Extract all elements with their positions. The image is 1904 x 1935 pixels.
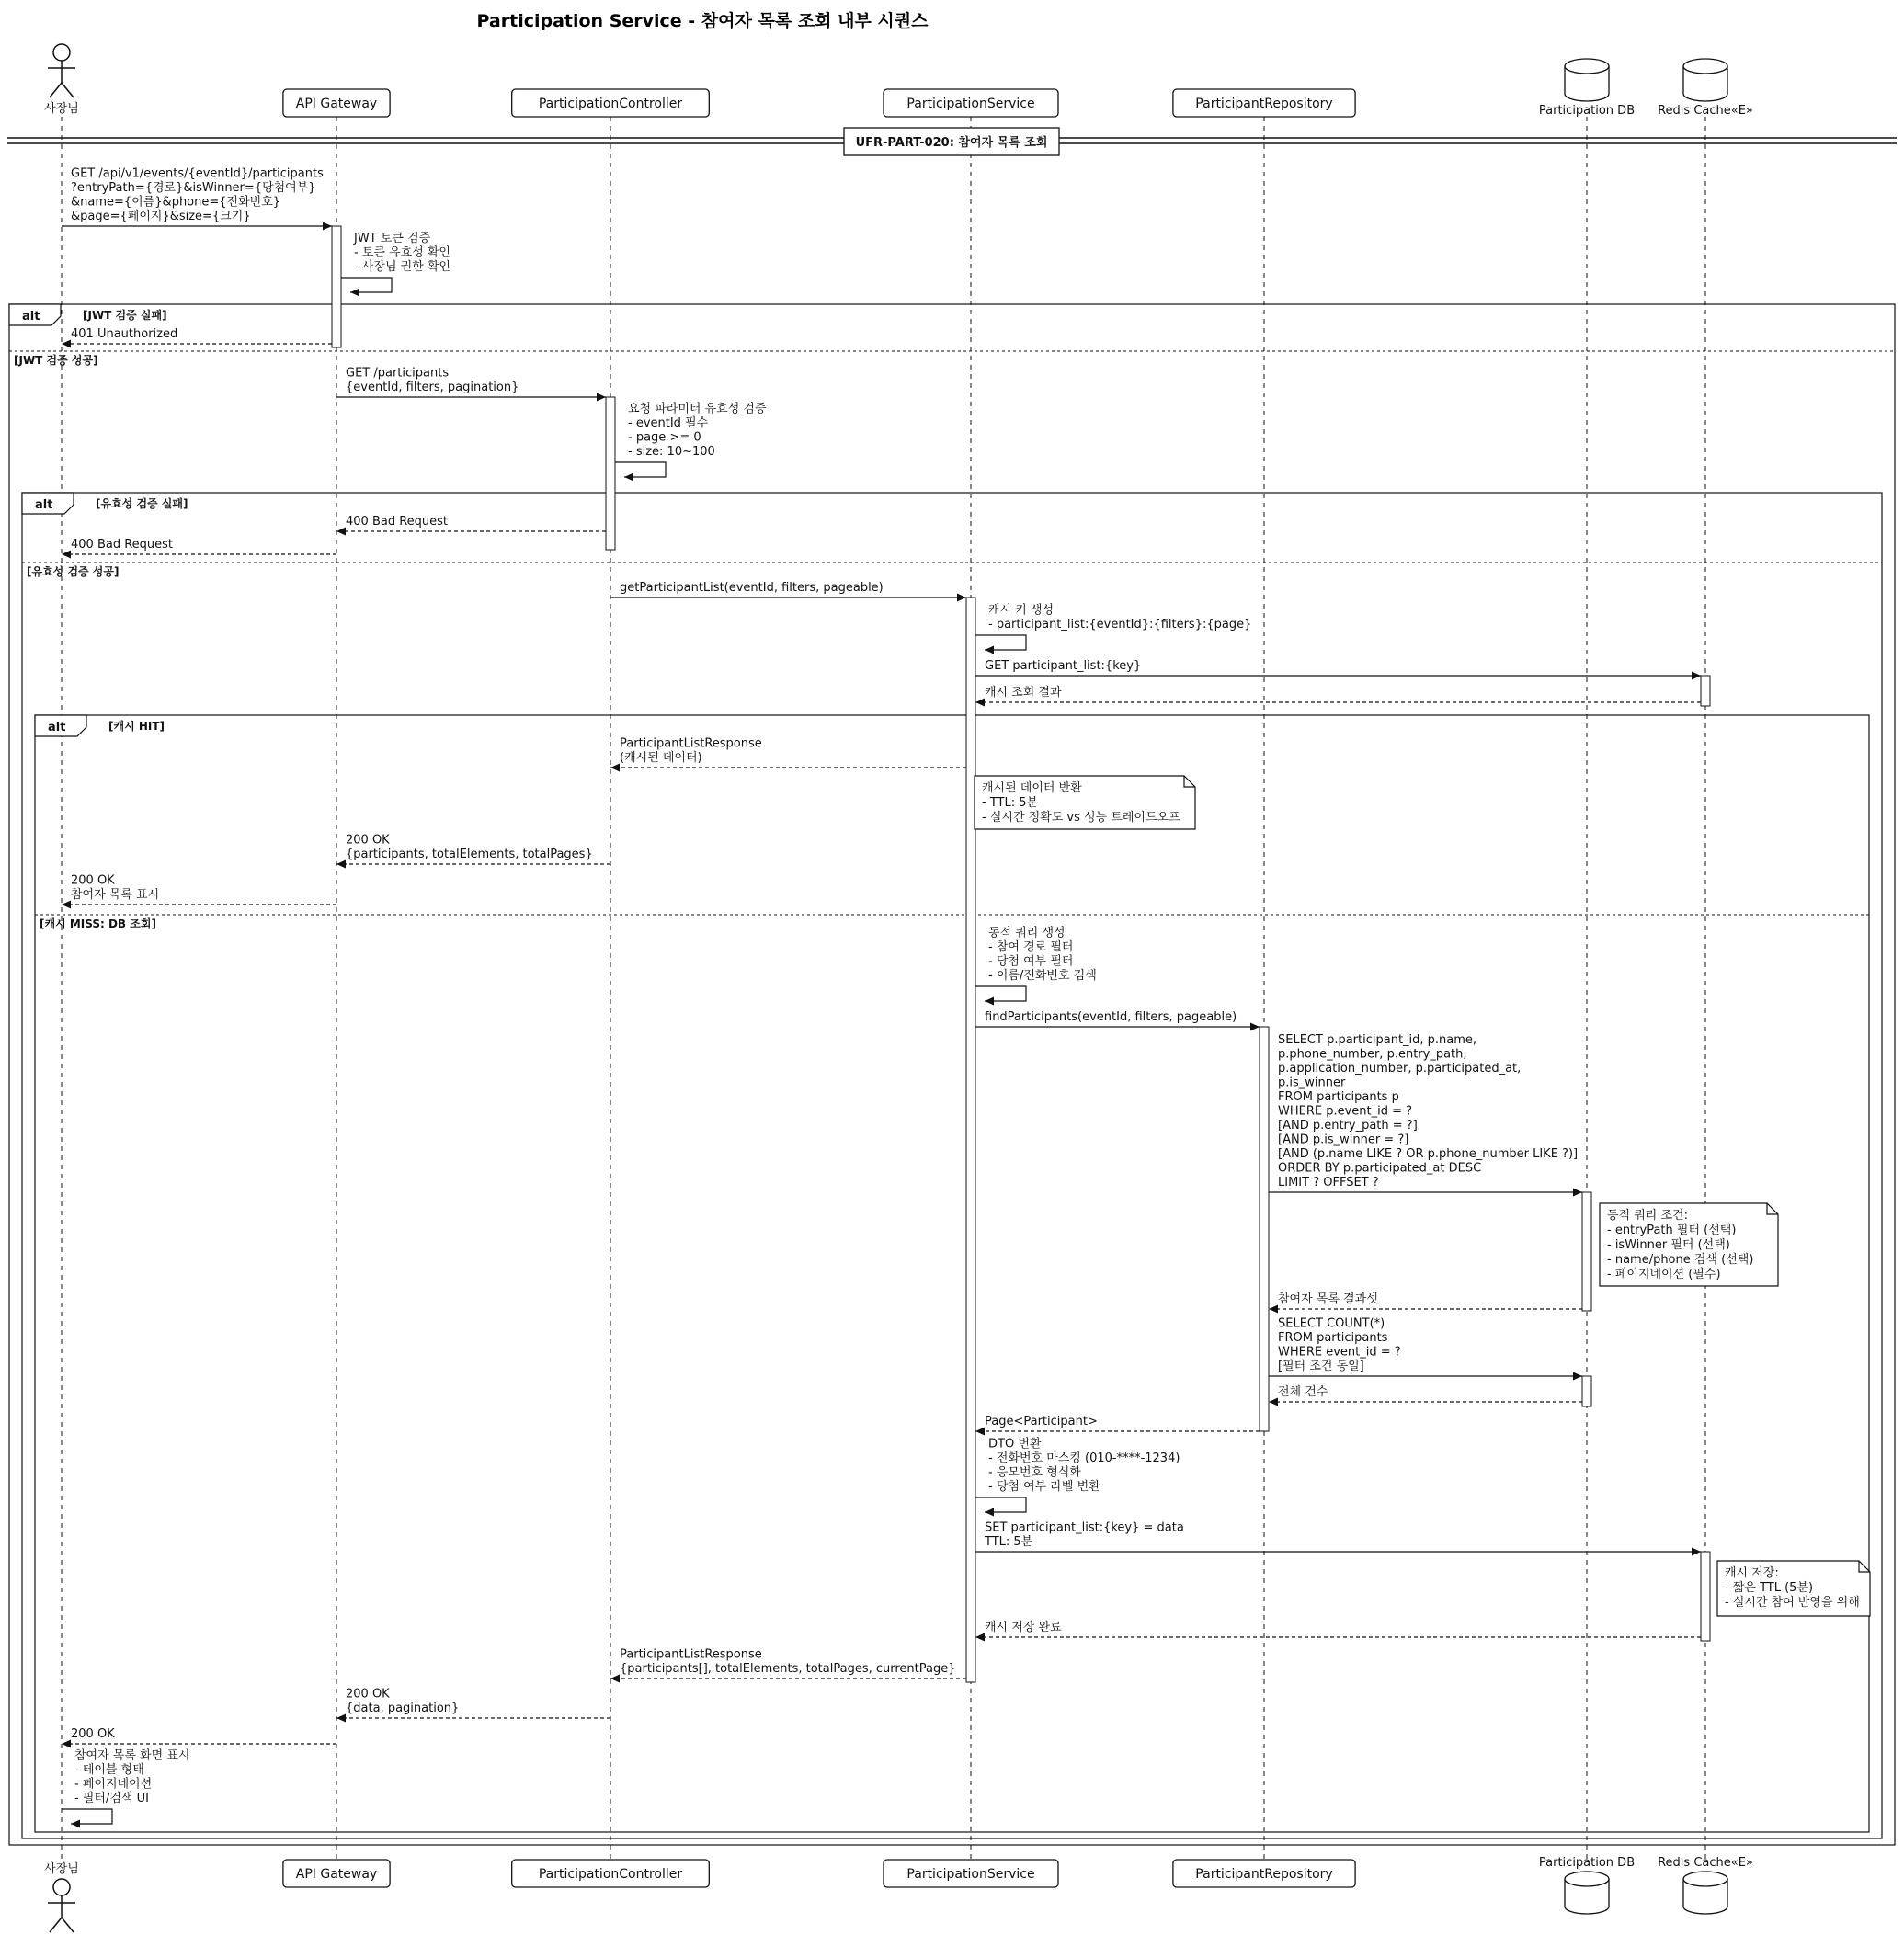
- message-label: GET /api/v1/events/{eventId}/participants: [71, 166, 324, 181]
- message-label: 전체 건수: [1278, 1385, 1328, 1399]
- message-label: - 전화번호 마스킹 (010-****-1234): [988, 1451, 1180, 1465]
- arrowhead: [336, 528, 346, 536]
- message-label: 참여자 목록 결과셋: [1278, 1292, 1378, 1306]
- message-label: - 토큰 유효성 확인: [354, 245, 450, 260]
- arrowhead: [610, 1675, 620, 1683]
- message-label: FROM participants p: [1278, 1090, 1399, 1104]
- message-label: TTL: 5분: [985, 1535, 1033, 1549]
- message-label: Page<Participant>: [985, 1415, 1098, 1428]
- participant-label-ctrl: ParticipationController: [538, 97, 683, 111]
- message-label: - participant_list:{eventId}:{filters}:{page}: [988, 618, 1252, 632]
- arrowhead: [62, 551, 71, 559]
- alt-condition: [JWT 검증 실패]: [83, 309, 167, 322]
- note-text: - name/phone 검색 (선택): [1607, 1253, 1754, 1267]
- message-label: {participants, totalElements, totalPages}: [346, 848, 593, 861]
- arrowhead: [1269, 1398, 1278, 1406]
- self-message-line: [341, 278, 392, 292]
- message-label: ?entryPath={경로}&isWinner={당첨여부}: [71, 181, 316, 195]
- message-label: [AND (p.name LIKE ? OR p.phone_number LIKE ?)]: [1278, 1147, 1579, 1161]
- message-label: - eventId 필수: [628, 416, 709, 430]
- alt-condition: [캐시 HIT]: [108, 720, 165, 733]
- message-label: FROM participants: [1278, 1331, 1388, 1345]
- arrowhead: [62, 1740, 71, 1748]
- message-label: 200 OK: [346, 833, 390, 848]
- message-label: 400 Bad Request: [71, 538, 174, 552]
- note-text: - isWinner 필터 (선택): [1607, 1238, 1730, 1252]
- alt-else-label: [유효성 검증 성공]: [27, 565, 120, 578]
- message-label: {participants[], totalElements, totalPages, currentPage}: [620, 1662, 956, 1676]
- message-label: GET participant_list:{key}: [985, 659, 1142, 673]
- activation-bar: [1260, 1027, 1269, 1431]
- note-text: - 실시간 참여 반영을 위해: [1725, 1596, 1860, 1610]
- arrowhead: [597, 393, 606, 402]
- message-label: 200 OK: [71, 873, 115, 888]
- actor-icon: [53, 1879, 70, 1895]
- message-label: - page >= 0: [628, 430, 701, 445]
- actor-icon: [62, 1918, 74, 1932]
- message-label: - 당첨 여부 필터: [988, 954, 1074, 969]
- message-label: LIMIT ? OFFSET ?: [1278, 1176, 1379, 1189]
- message-label: &name={이름}&phone={전화번호}: [71, 195, 281, 210]
- activation-bar: [1701, 676, 1710, 706]
- arrowhead: [62, 340, 71, 348]
- activation-bar: [1701, 1552, 1710, 1641]
- note-text: - TTL: 5분: [982, 796, 1039, 810]
- message-label: ParticipantListResponse: [620, 736, 762, 751]
- participant-label-db: Participation DB: [1538, 104, 1636, 118]
- message-label: GET /participants: [346, 366, 450, 381]
- participant-label-gw: API Gateway: [295, 1867, 378, 1882]
- message-label: 참여자 목록 화면 표시: [74, 1748, 190, 1763]
- alt-else-label: [JWT 검증 성공]: [14, 354, 98, 367]
- section-divider-label: UFR-PART-020: 참여자 목록 조회: [855, 136, 1048, 150]
- database-icon: [1565, 59, 1609, 74]
- diagram-title: Participation Service - 참여자 목록 조회 내부 시퀀스: [476, 11, 929, 31]
- message-label: 캐시 조회 결과: [985, 686, 1062, 700]
- message-label: 200 OK: [71, 1727, 115, 1741]
- message-label: &page={페이지}&size={크기}: [71, 210, 251, 223]
- note-text: - entryPath 필터 (선택): [1607, 1224, 1737, 1237]
- message-label: WHERE p.event_id = ?: [1278, 1104, 1413, 1119]
- arrowhead: [1573, 1372, 1582, 1381]
- message-label: SELECT COUNT(*): [1278, 1316, 1385, 1331]
- message-label: 캐시 키 생성: [988, 603, 1055, 618]
- arrowhead: [1692, 1548, 1701, 1556]
- note-text: 캐시 저장:: [1725, 1566, 1779, 1580]
- message-label: 400 Bad Request: [346, 515, 449, 529]
- activation-bar: [332, 226, 341, 347]
- arrowhead: [350, 289, 359, 297]
- arrowhead: [1250, 1023, 1260, 1031]
- participant-label-svc: ParticipationService: [906, 97, 1035, 111]
- alt-else-label: [캐시 MISS: DB 조회]: [40, 917, 156, 930]
- message-label: findParticipants(eventId, filters, pageable): [985, 1010, 1237, 1024]
- message-label: - 페이지네이션: [74, 1777, 153, 1792]
- participant-label-db: Participation DB: [1538, 1856, 1636, 1870]
- participant-label-repo: ParticipantRepository: [1195, 1867, 1333, 1882]
- activation-bar: [1582, 1192, 1591, 1311]
- actor-icon: [62, 83, 74, 97]
- message-label: SET participant_list:{key} = data: [985, 1520, 1184, 1535]
- message-label: 캐시 저장 완료: [985, 1621, 1062, 1634]
- message-label: - 응모번호 형식화: [988, 1465, 1081, 1480]
- actor-icon: [53, 44, 70, 61]
- message-label: SELECT p.participant_id, p.name,: [1278, 1033, 1477, 1047]
- message-label: [AND p.entry_path = ?]: [1278, 1119, 1418, 1133]
- participant-label-gw: API Gateway: [295, 97, 378, 111]
- activation-bar: [966, 598, 975, 1682]
- message-label: - 참여 경로 필터: [988, 940, 1074, 954]
- arrowhead: [323, 222, 332, 231]
- arrowhead: [985, 646, 994, 654]
- participant-label-redis: Redis Cache«E»: [1658, 1856, 1753, 1870]
- alt-keyword: alt: [22, 310, 40, 324]
- self-message-line: [975, 635, 1026, 650]
- message-label: 200 OK: [346, 1687, 390, 1702]
- participant-label-actor: 사장님: [44, 102, 79, 116]
- message-label: - 필터/검색 UI: [74, 1792, 149, 1805]
- participant-label-repo: ParticipantRepository: [1195, 97, 1333, 111]
- actor-icon: [50, 83, 62, 97]
- arrowhead: [1573, 1189, 1582, 1197]
- actor-icon: [50, 1918, 62, 1932]
- arrowhead: [985, 997, 994, 1006]
- message-label: 참여자 목록 표시: [71, 888, 160, 902]
- message-label: - size: 10~100: [628, 445, 715, 459]
- message-label: 요청 파라미터 유효성 검증: [628, 402, 767, 416]
- message-label: WHERE event_id = ?: [1278, 1345, 1401, 1360]
- note-text: - 페이지네이션 (필수): [1607, 1268, 1721, 1281]
- message-label: getParticipantList(eventId, filters, pageable): [620, 581, 884, 595]
- message-label: ParticipantListResponse: [620, 1647, 762, 1662]
- note-text: - 실시간 정확도 vs 성능 트레이드오프: [982, 811, 1180, 825]
- self-message-line: [615, 462, 666, 477]
- message-label: {data, pagination}: [346, 1702, 460, 1715]
- arrowhead: [610, 764, 620, 772]
- arrowhead: [985, 1508, 994, 1517]
- message-label: - 이름/전화번호 검색: [988, 969, 1097, 983]
- alt-frame: [9, 304, 1895, 1845]
- arrowhead: [1692, 672, 1701, 680]
- participant-label-redis: Redis Cache«E»: [1658, 104, 1753, 118]
- message-label: ORDER BY p.participated_at DESC: [1278, 1161, 1482, 1176]
- message-label: [AND p.is_winner = ?]: [1278, 1133, 1409, 1147]
- arrowhead: [336, 860, 346, 869]
- note-text: 동적 쿼리 조건:: [1607, 1209, 1688, 1223]
- database-icon: [1683, 59, 1727, 74]
- message-label: [필터 조건 동일]: [1278, 1360, 1364, 1373]
- self-message-line: [975, 1497, 1026, 1512]
- activation-bar: [606, 397, 615, 550]
- activation-bar: [1582, 1376, 1591, 1406]
- participant-label-ctrl: ParticipationController: [538, 1867, 683, 1882]
- database-icon: [1565, 1872, 1609, 1886]
- arrowhead: [975, 1428, 985, 1436]
- arrowhead: [975, 699, 985, 707]
- arrowhead: [71, 1820, 80, 1828]
- message-label: (캐시된 데이터): [620, 751, 702, 765]
- self-message-line: [975, 986, 1026, 1001]
- message-label: p.is_winner: [1278, 1076, 1346, 1090]
- arrowhead: [624, 473, 633, 482]
- message-label: 동적 쿼리 생성: [988, 926, 1066, 940]
- message-label: - 테이블 형태: [74, 1763, 144, 1777]
- note-text: - 짧은 TTL (5분): [1725, 1581, 1814, 1595]
- arrowhead: [336, 1714, 346, 1723]
- arrowhead: [957, 594, 966, 602]
- participant-label-actor: 사장님: [44, 1862, 79, 1876]
- arrowhead: [62, 901, 71, 909]
- arrowhead: [975, 1633, 985, 1642]
- message-label: JWT 토큰 검증: [354, 232, 431, 245]
- message-label: 401 Unauthorized: [71, 327, 178, 341]
- note-text: 캐시된 데이터 반환: [982, 781, 1082, 795]
- message-label: DTO 변환: [988, 1437, 1042, 1451]
- message-label: p.application_number, p.participated_at,: [1278, 1062, 1522, 1076]
- arrowhead: [1269, 1305, 1278, 1314]
- self-message-line: [62, 1809, 112, 1824]
- alt-keyword: alt: [35, 498, 53, 512]
- participant-label-svc: ParticipationService: [906, 1867, 1035, 1882]
- alt-keyword: alt: [48, 721, 66, 734]
- message-label: - 당첨 여부 라벨 변환: [988, 1480, 1100, 1494]
- database-icon: [1683, 1872, 1727, 1886]
- message-label: p.phone_number, p.entry_path,: [1278, 1047, 1467, 1062]
- message-label: - 사장님 권한 확인: [354, 260, 450, 274]
- message-label: {eventId, filters, pagination}: [346, 381, 519, 394]
- alt-condition: [유효성 검증 실패]: [96, 497, 188, 510]
